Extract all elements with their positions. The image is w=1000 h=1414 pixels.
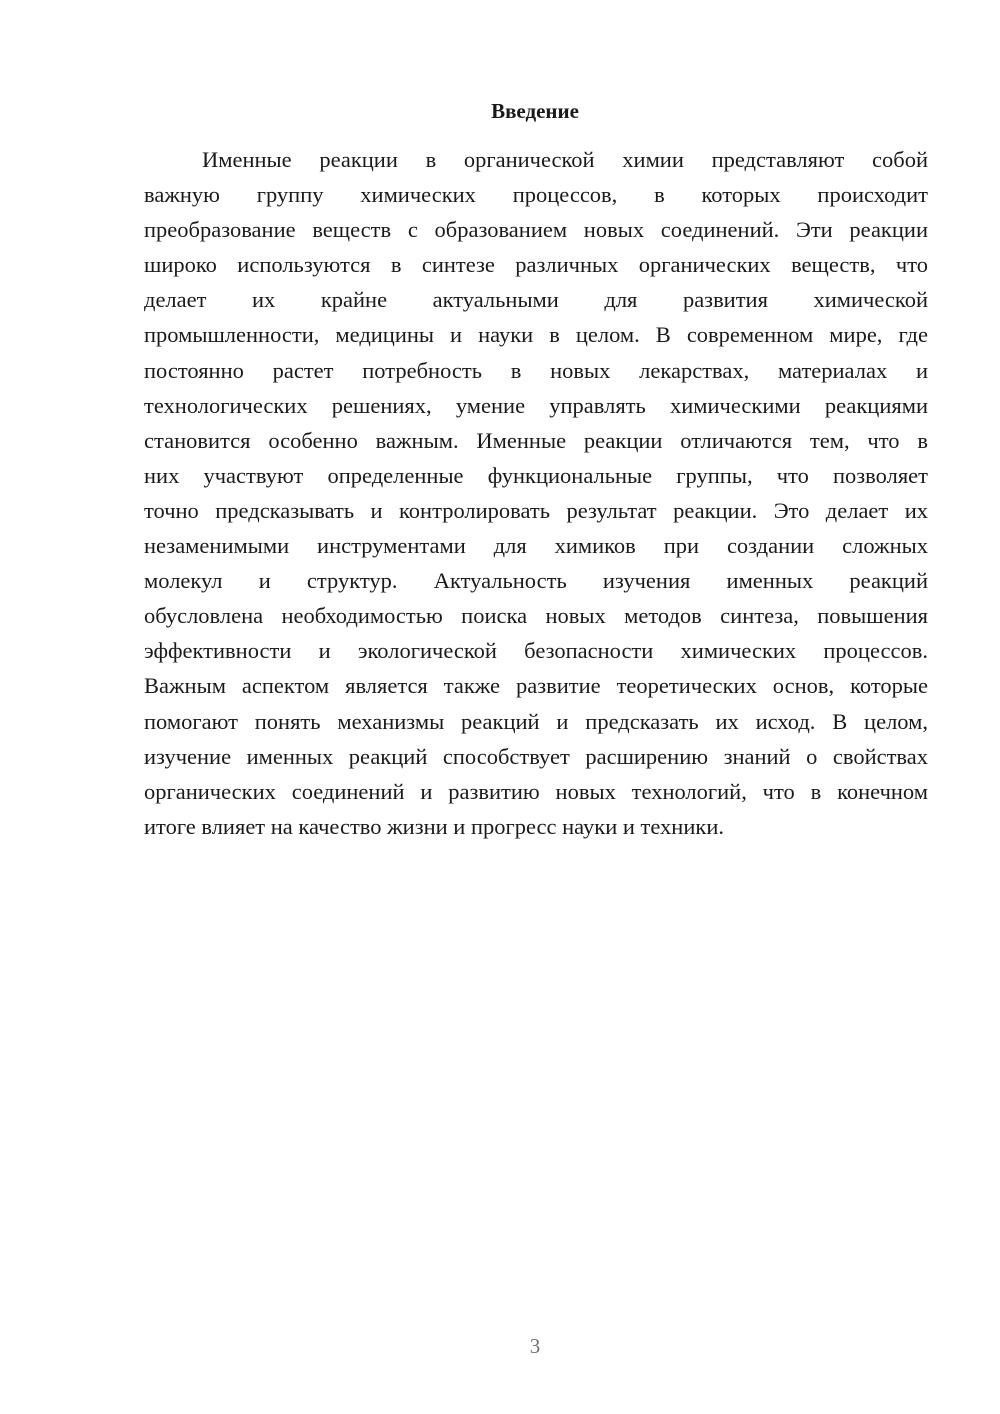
paragraph-line: молекул и структур. Актуальность изучения именных реакций bbox=[144, 568, 928, 594]
paragraph-line: становится особенно важным. Именные реакции отличаются тем, что в bbox=[144, 427, 928, 453]
paragraph-line: помогают понять механизмы реакций и предсказать их исход. В целом, bbox=[144, 708, 928, 734]
paragraph-line: широко используются в синтезе различных органических веществ, что bbox=[144, 252, 928, 278]
paragraph-line: технологических решениях, умение управлять химическими реакциями bbox=[144, 392, 928, 418]
paragraph-line: них участвуют определенные функциональные группы, что позволяет bbox=[144, 462, 928, 488]
section-heading: Введение bbox=[491, 99, 579, 123]
paragraph-line: важную группу химических процессов, в которых происходит bbox=[144, 182, 928, 208]
page-number: 3 bbox=[529, 1334, 541, 1358]
paragraph-line: точно предсказывать и контролировать результат реакции. Это делает их bbox=[144, 497, 928, 523]
paragraph-line: делает их крайне актуальными для развития химической bbox=[144, 287, 928, 313]
paragraph-line: промышленности, медицины и науки в целом. В современном мире, где bbox=[144, 322, 928, 348]
paragraph-line: Важным аспектом является также развитие теоретических основ, которые bbox=[144, 673, 928, 699]
paragraph-line: обусловлена необходимостью поиска новых методов синтеза, повышения bbox=[144, 603, 928, 629]
paragraph-line: органических соединений и развитию новых технологий, что в конечном bbox=[144, 778, 928, 804]
paragraph-line: эффективности и экологической безопасности химических процессов. bbox=[144, 638, 928, 664]
introduction-paragraph bbox=[144, 142, 928, 844]
paragraph-line: итоге влияет на качество жизни и прогресс науки и техники. bbox=[144, 813, 724, 839]
paragraph-line: преобразование веществ с образованием новых соединений. Эти реакции bbox=[144, 217, 928, 243]
paragraph-line: изучение именных реакций способствует расширению знаний о свойствах bbox=[144, 743, 928, 769]
paragraph-line: постоянно растет потребность в новых лекарствах, материалах и bbox=[144, 357, 928, 383]
paragraph-line: Именные реакции в органической химии представляют собой bbox=[202, 147, 928, 172]
paragraph-line: незаменимыми инструментами для химиков при создании сложных bbox=[144, 533, 928, 559]
